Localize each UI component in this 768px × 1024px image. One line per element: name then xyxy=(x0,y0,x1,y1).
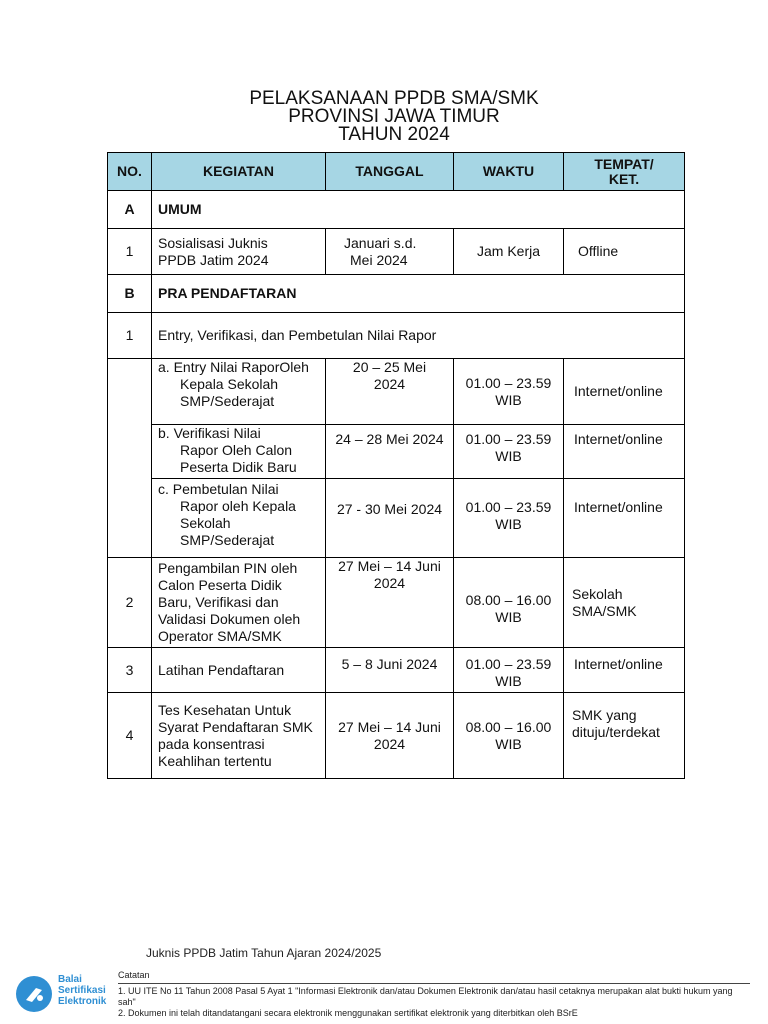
text-line: WIB xyxy=(495,516,522,532)
text-line: Sekolah xyxy=(572,585,623,602)
text-line: dituju/terdekat xyxy=(572,724,660,740)
title-line-2: PROVINSI JAWA TIMUR xyxy=(288,106,500,127)
row-no: 3 xyxy=(108,648,152,693)
document-title xyxy=(0,90,768,144)
row-tanggal: 5 – 8 Juni 2024 xyxy=(326,648,454,693)
text-line: pada konsentrasi xyxy=(158,735,265,752)
text-line: Rapor Oleh Calon xyxy=(180,442,293,458)
text-line: 08.00 – 16.00 xyxy=(465,718,552,735)
table-row xyxy=(108,558,685,648)
text-line: Operator SMA/SMK xyxy=(158,628,282,644)
text-line: a. Entry Nilai RaporOleh xyxy=(158,359,309,375)
table-row xyxy=(108,359,685,425)
title-line-1: PELAKSANAAN PPDB SMA/SMK xyxy=(249,88,539,109)
row-tanggal xyxy=(326,359,454,425)
note-1: 1. UU ITE No 11 Tahun 2008 Pasal 5 Ayat 1 "Informasi Elektronik dan/atau Dokumen Elektronik dan/atau hasil cetaknya merupakan alat bukti hukum yang sah" xyxy=(118,986,733,1007)
text-line: b. Verifikasi Nilai xyxy=(158,425,261,441)
section-row-a xyxy=(108,191,685,229)
text-line: Rapor oleh Kepala xyxy=(180,498,296,514)
row-tanggal: 24 – 28 Mei 2024 xyxy=(326,425,454,479)
row-tempat xyxy=(564,693,685,779)
text-line: 01.00 – 23.59 xyxy=(465,431,552,447)
text-line: WIB xyxy=(495,448,522,464)
text-line: c. Pembetulan Nilai xyxy=(158,481,279,497)
logo-text-line: Elektronik xyxy=(58,996,107,1007)
table-row xyxy=(108,479,685,558)
section-row-b xyxy=(108,275,685,313)
schedule-table xyxy=(107,152,685,779)
logo-mark-icon xyxy=(16,976,52,1012)
header-kegiatan: KEGIATAN xyxy=(152,153,326,191)
text-line: Kepala Sekolah xyxy=(180,376,279,392)
text-line: WIB xyxy=(495,391,522,408)
row-kegiatan: Entry, Verifikasi, dan Pembetulan Nilai Rapor xyxy=(152,313,685,359)
bsre-logo xyxy=(14,972,124,1016)
row-waktu: Jam Kerja xyxy=(454,229,564,275)
row-tempat: Internet/online xyxy=(564,479,685,558)
table-row xyxy=(108,229,685,275)
text-line: Syarat Pendaftaran SMK xyxy=(158,718,313,735)
row-no: 1 xyxy=(108,313,152,359)
text-line: Calon Peserta Didik xyxy=(158,577,282,593)
row-tanggal xyxy=(326,693,454,779)
row-kegiatan xyxy=(152,229,326,275)
row-kegiatan xyxy=(152,558,326,648)
text-line: SMK yang xyxy=(572,707,637,723)
row-tempat: Internet/online xyxy=(564,359,685,425)
row-no: 2 xyxy=(108,558,152,648)
text-line: 27 Mei – 14 Juni xyxy=(338,558,441,574)
table-header-row xyxy=(108,153,685,191)
note-2: 2. Dokumen ini telah ditandatangani secara elektronik menggunakan sertifikat elektronik yang diterbitkan oleh BSrE xyxy=(118,1008,578,1018)
row-waktu xyxy=(454,648,564,693)
row-tempat: Offline xyxy=(564,229,685,275)
table-row xyxy=(108,648,685,693)
table-row xyxy=(108,313,685,359)
text-line: WIB xyxy=(495,735,522,752)
table-row xyxy=(108,425,685,479)
text-line: 01.00 – 23.59 xyxy=(465,499,552,515)
row-kegiatan xyxy=(152,693,326,779)
text-line: WIB xyxy=(495,608,522,625)
row-no: 1 xyxy=(108,229,152,275)
text-line: 01.00 – 23.59 xyxy=(465,656,552,672)
notes-divider xyxy=(118,983,750,984)
text-line: 08.00 – 16.00 xyxy=(465,591,552,608)
text-line: Baru, Verifikasi dan xyxy=(158,594,279,610)
row-tanggal: 27 - 30 Mei 2024 xyxy=(326,479,454,558)
signature-notes xyxy=(118,970,750,1019)
header-waktu: WAKTU xyxy=(454,153,564,191)
row-waktu xyxy=(454,425,564,479)
row-waktu xyxy=(454,479,564,558)
title-line-3: TAHUN 2024 xyxy=(338,124,450,145)
footer-document-name: Juknis PPDB Jatim Tahun Ajaran 2024/2025 xyxy=(146,946,382,960)
logo-text-line: Sertifikasi xyxy=(58,985,106,996)
text-line: 2024 xyxy=(373,575,406,591)
row-tempat xyxy=(564,558,685,648)
text-line: Mei 2024 xyxy=(350,251,408,268)
section-no: A xyxy=(108,191,152,229)
text-line: WIB xyxy=(495,673,522,689)
row-no xyxy=(108,359,152,558)
text-line: 01.00 – 23.59 xyxy=(465,374,552,391)
text-line: 27 Mei – 14 Juni xyxy=(338,718,441,735)
row-waktu xyxy=(454,359,564,425)
row-tempat: Internet/online xyxy=(564,648,685,693)
header-no: NO. xyxy=(108,153,152,191)
text-line: Sekolah xyxy=(180,515,231,531)
text-line: 2024 xyxy=(373,735,406,752)
logo-text-line: Balai xyxy=(58,974,82,985)
row-tanggal xyxy=(326,558,454,648)
logo-text xyxy=(58,974,106,1007)
row-tempat: Internet/online xyxy=(564,425,685,479)
row-kegiatan xyxy=(152,359,326,425)
text-line: 2024 xyxy=(373,376,406,392)
row-kegiatan: Latihan Pendaftaran xyxy=(152,648,326,693)
text-line: SMA/SMK xyxy=(572,602,637,619)
section-label: PRA PENDAFTARAN xyxy=(152,275,685,313)
section-no: B xyxy=(108,275,152,313)
text-line: Januari s.d. xyxy=(344,234,417,251)
text-line: Validasi Dokumen oleh xyxy=(158,611,301,627)
row-kegiatan xyxy=(152,479,326,558)
text-line: Peserta Didik Baru xyxy=(180,459,297,475)
row-kegiatan xyxy=(152,425,326,479)
text-line: SMP/Sederajat xyxy=(180,532,275,548)
row-no: 4 xyxy=(108,693,152,779)
header-tempat-line2: KET. xyxy=(608,170,640,187)
header-tanggal: TANGGAL xyxy=(326,153,454,191)
row-waktu xyxy=(454,693,564,779)
text-line: Tes Kesehatan Untuk xyxy=(158,701,292,718)
text-line: Sosialisasi Juknis xyxy=(158,234,268,251)
text-line: Keahlihan tertentu xyxy=(158,752,272,769)
header-tempat-line1: TEMPAT/ xyxy=(594,155,654,172)
section-label: UMUM xyxy=(152,191,685,229)
row-tanggal xyxy=(326,229,454,275)
table-row xyxy=(108,693,685,779)
row-waktu xyxy=(454,558,564,648)
header-tempat xyxy=(564,153,685,191)
text-line: SMP/Sederajat xyxy=(180,393,275,409)
notes-title: Catatan xyxy=(118,970,150,980)
text-line: 20 – 25 Mei xyxy=(352,359,427,375)
text-line: Pengambilan PIN oleh xyxy=(158,560,298,576)
text-line: PPDB Jatim 2024 xyxy=(158,251,269,268)
